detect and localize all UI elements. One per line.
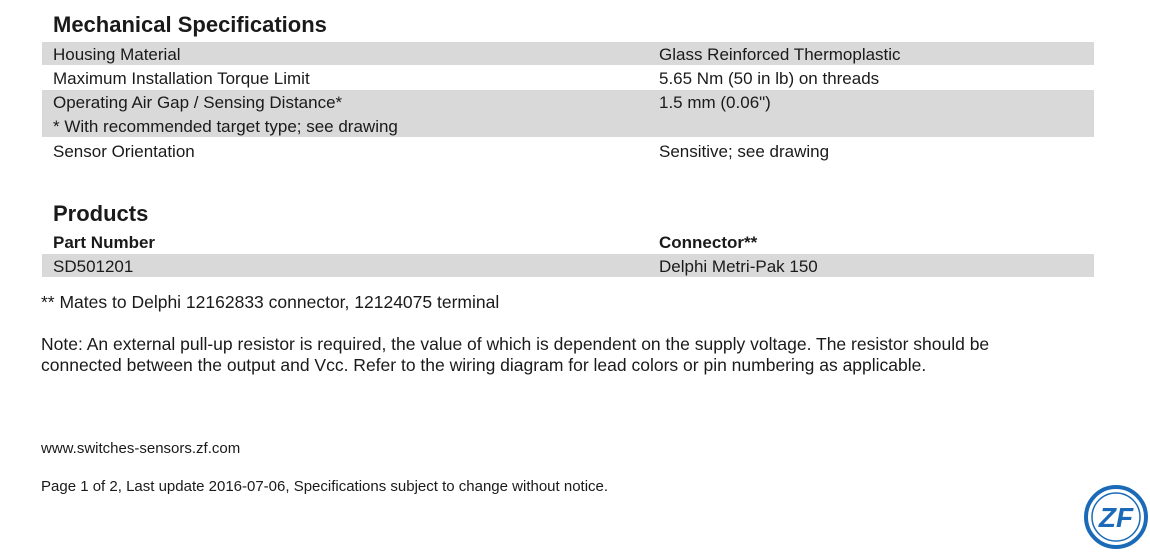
spec-note: * With recommended target type; see drawing bbox=[53, 117, 398, 136]
mechanical-specs-title: Mechanical Specifications bbox=[53, 12, 327, 37]
spec-value: 5.65 Nm (50 in lb) on threads bbox=[659, 69, 880, 88]
part-number-header: Part Number bbox=[53, 233, 156, 252]
spec-label: Sensor Orientation bbox=[53, 142, 195, 161]
website-link[interactable]: www.switches-sensors.zf.com bbox=[41, 440, 241, 457]
products-title: Products bbox=[53, 201, 149, 226]
connector-footnote: ** Mates to Delphi 12162833 connector, 12124075 terminal bbox=[41, 292, 500, 312]
spec-label: Housing Material bbox=[53, 45, 181, 64]
spec-value: 1.5 mm (0.06") bbox=[659, 93, 771, 112]
spec-value: Glass Reinforced Thermoplastic bbox=[659, 45, 901, 64]
connector-header: Connector** bbox=[659, 233, 758, 252]
row-band bbox=[42, 42, 1094, 65]
row-band bbox=[42, 254, 1094, 277]
spec-value: Sensitive; see drawing bbox=[659, 142, 830, 161]
zf-logo bbox=[1083, 484, 1149, 550]
connector-cell: Delphi Metri-Pak 150 bbox=[659, 257, 818, 276]
note-line: Note: An external pull-up resistor is required, the value of which is dependent on the supply voltage. The resistor should be bbox=[41, 334, 990, 354]
spec-label: Maximum Installation Torque Limit bbox=[53, 69, 310, 88]
svg-text:ZF: ZF bbox=[1098, 502, 1134, 533]
page-info: Page 1 of 2, Last update 2016-07-06, Specifications subject to change without notice. bbox=[41, 478, 609, 495]
part-number-cell: SD501201 bbox=[53, 257, 134, 276]
note-line: connected between the output and Vcc. Refer to the wiring diagram for lead colors or pin numbering as applicable. bbox=[41, 355, 927, 375]
spec-label: Operating Air Gap / Sensing Distance* bbox=[53, 93, 343, 112]
